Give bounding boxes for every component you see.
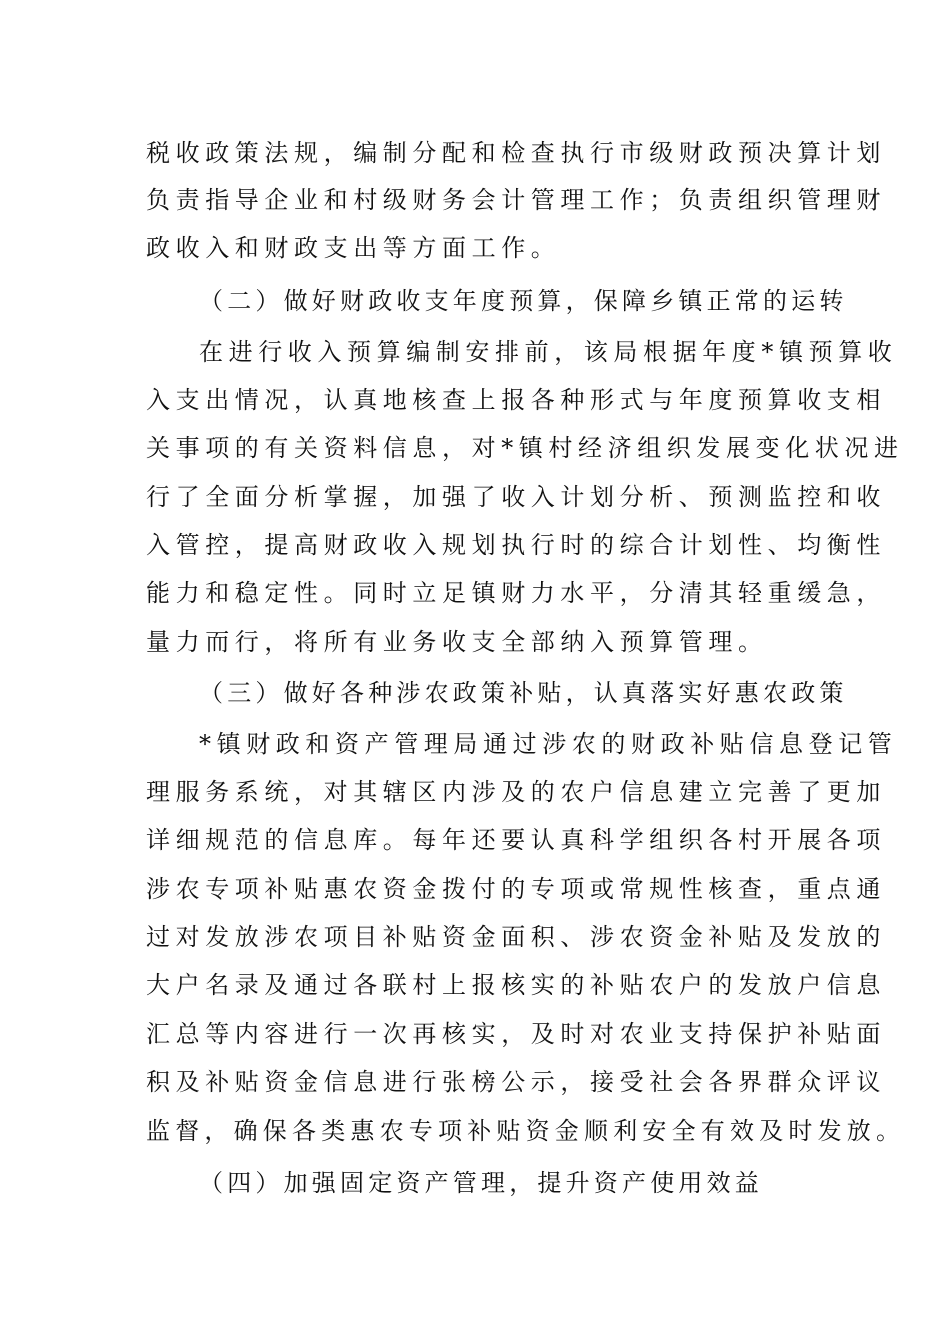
text-line-11: 量力而行，将所有业务收支全部纳入预算管理。 — [146, 628, 768, 656]
section-heading-3: （三）做好各种涉农政策补贴，认真落实好惠农政策 — [199, 679, 848, 707]
text-line-6: 入支出情况，认真地核查上报各种形式与年度预算收支相 — [146, 386, 886, 414]
text-line-3: 政收入和财政支出等方面工作。 — [146, 234, 561, 262]
text-line-10: 能力和稳定性。同时立足镇财力水平，分清其轻重缓急， — [146, 579, 886, 607]
text-line-21: 监督，确保各类惠农专项补贴资金顺利安全有效及时发放。 — [146, 1117, 906, 1145]
text-line-2: 负责指导企业和村级财务会计管理工作；负责组织管理财 — [146, 186, 886, 214]
text-line-8: 行了全面分析掌握，加强了收入计划分析、预测监控和收 — [146, 483, 886, 511]
text-line-20: 积及补贴资金信息进行张榜公示，接受社会各界群众评议 — [146, 1068, 886, 1096]
text-line-7: 关事项的有关资料信息，对*镇村经济组织发展变化状况进 — [146, 434, 904, 462]
text-line-18: 大户名录及通过各联村上报核实的补贴农户的发放户信息 — [146, 971, 886, 999]
text-line-13: *镇财政和资产管理局通过涉农的财政补贴信息登记管 — [199, 730, 898, 758]
text-line-16: 涉农专项补贴惠农资金拨付的专项或常规性核查，重点通 — [146, 875, 886, 903]
section-heading-4: （四）加强固定资产管理，提升资产使用效益 — [199, 1169, 763, 1197]
section-heading-2: （二）做好财政收支年度预算，保障乡镇正常的运转 — [199, 287, 848, 315]
text-line-5: 在进行收入预算编制安排前，该局根据年度*镇预算收 — [199, 338, 898, 366]
text-line-15: 详细规范的信息库。每年还要认真科学组织各村开展各项 — [146, 826, 886, 854]
text-line-9: 入管控，提高财政收入规划执行时的综合计划性、均衡性 — [146, 531, 886, 559]
text-line-14: 理服务系统，对其辖区内涉及的农户信息建立完善了更加 — [146, 778, 886, 806]
text-line-19: 汇总等内容进行一次再核实，及时对农业支持保护补贴面 — [146, 1020, 886, 1048]
text-line-1: 税收政策法规，编制分配和检查执行市级财政预决算计划 — [146, 139, 886, 167]
text-line-17: 过对发放涉农项目补贴资金面积、涉农资金补贴及发放的 — [146, 923, 886, 951]
